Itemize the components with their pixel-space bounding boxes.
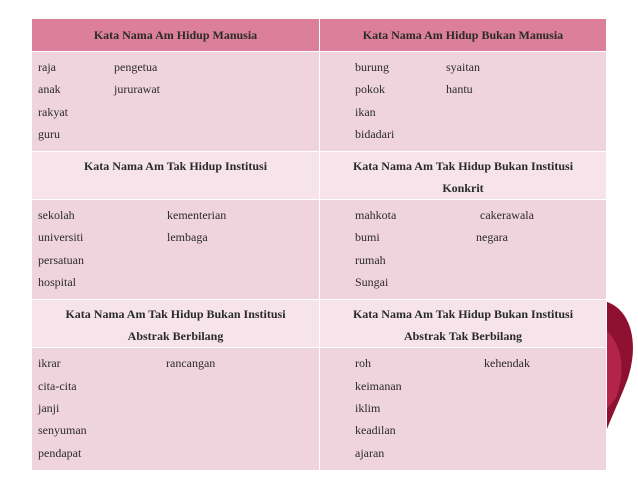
list-item: bidadari bbox=[355, 126, 395, 141]
list-item: Sungai bbox=[355, 275, 389, 290]
subheader-cell-left bbox=[32, 300, 320, 348]
subheader-cell-left bbox=[32, 152, 320, 200]
header-title: Kata Nama Am Hidup Manusia bbox=[93, 27, 258, 42]
list-item: roh kehendak bbox=[355, 356, 530, 371]
content-row bbox=[32, 52, 607, 152]
noun-classification-table bbox=[31, 18, 607, 471]
list-item: hospital bbox=[38, 275, 76, 290]
subheader-row bbox=[32, 300, 607, 348]
list-item: anak jururawat bbox=[38, 82, 160, 97]
content-cell-left bbox=[32, 348, 320, 470]
list-item: rumah bbox=[355, 252, 386, 267]
list-item: cita-cita bbox=[38, 378, 77, 393]
list-item: bumi negara bbox=[355, 230, 508, 245]
content-cell-right bbox=[320, 52, 607, 152]
content-row bbox=[32, 348, 607, 470]
list-item: ikrar rancangan bbox=[38, 356, 216, 371]
list-item: senyuman bbox=[38, 423, 87, 438]
list-item: sekolah kementerian bbox=[38, 208, 227, 223]
subheader-title-line2: Abstrak Berbilang bbox=[127, 329, 224, 344]
content-cell-right bbox=[320, 348, 607, 470]
content-cell-left bbox=[32, 52, 320, 152]
content-cell-right bbox=[320, 200, 607, 300]
list-item: persatuan bbox=[38, 252, 84, 267]
subheader-title-line2: Konkrit bbox=[442, 181, 484, 196]
subheader-cell-right bbox=[320, 300, 607, 348]
header-title: Kata Nama Am Hidup Bukan Manusia bbox=[362, 27, 564, 42]
list-item: raja pengetua bbox=[38, 60, 158, 74]
list-item: keadilan bbox=[355, 423, 396, 438]
list-item: keimanan bbox=[355, 378, 402, 393]
list-item: iklim bbox=[355, 400, 381, 415]
subheader-title: Kata Nama Am Tak Hidup Bukan Institusi bbox=[352, 307, 574, 322]
content-row bbox=[32, 200, 607, 300]
subheader-cell-right bbox=[320, 152, 607, 200]
subheader-title: Kata Nama Am Tak Hidup Institusi bbox=[83, 159, 268, 174]
list-item: janji bbox=[38, 400, 60, 415]
subheader-title: Kata Nama Am Tak Hidup Bukan Institusi bbox=[65, 307, 286, 322]
list-item: pendapat bbox=[38, 445, 82, 460]
header-cell-left bbox=[32, 19, 320, 52]
list-item: guru bbox=[38, 126, 60, 141]
subheader-title: Kata Nama Am Tak Hidup Bukan Institusi bbox=[352, 159, 574, 174]
list-item: pokok hantu bbox=[355, 82, 473, 97]
list-item: universiti lembaga bbox=[38, 230, 208, 245]
list-item: burung syaitan bbox=[355, 60, 480, 74]
list-item: ikan bbox=[355, 104, 376, 119]
list-item: rakyat bbox=[38, 104, 68, 119]
list-item: ajaran bbox=[355, 445, 385, 460]
header-row bbox=[32, 19, 607, 52]
subheader-title-line2: Abstrak Tak Berbilang bbox=[403, 329, 523, 344]
subheader-row bbox=[32, 152, 607, 200]
header-cell-right bbox=[320, 19, 607, 52]
content-cell-left bbox=[32, 200, 320, 300]
list-item: mahkota cakerawala bbox=[355, 208, 534, 223]
